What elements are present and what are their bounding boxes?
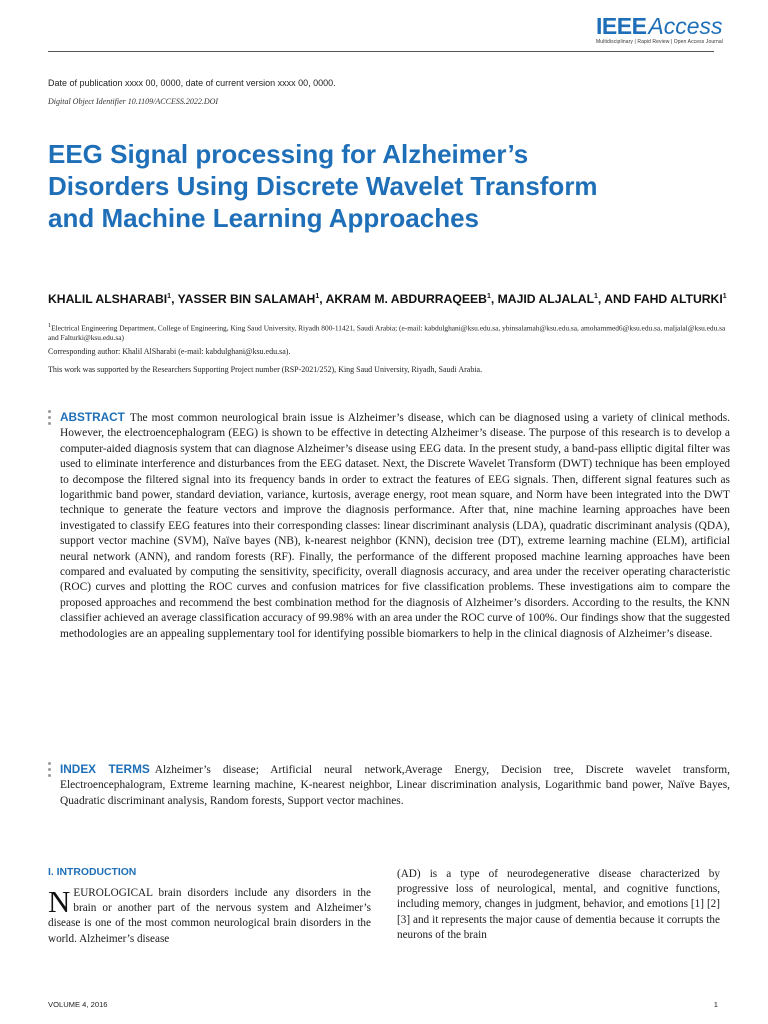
index-terms-heading: INDEX TERMS [60,762,150,776]
author-affiliation-sup: 1 [486,293,491,300]
author-separator: , [490,292,498,307]
author-affiliation-sup: 1 [594,293,598,300]
abstract-text: The most common neurological brain issue is Alzheimer’s disease, which can be diagnosed using a variety of clinical methods. However, the electroencephalogram (EEG) is shown to be effective in detecting Alzheimer’s disease. The purpose of this research is to develop a computer-aided diagnosis system that can diagnose Alzheimer’s disease using EEG data. In the present study, a band-pass elliptic digital filter was used to eliminate interference and disturbances from the EEG dataset. Next, the Discrete Wavelet Transform (DWT) technique has been employed to decompose the filtered signal into its frequency bands in order to extract the features of EEG signals. Then, different signal features such as logarithmic band power, standard deviation, variance, kurtosis, average energy, root mean square, and Norm have been integrated into the DWT technique to generate the feature vectors and improve the diagnosis performance. After that, nine machine learning approaches have been investigated to classify EEG features into their corresponding classes: linear discriminant analysis (LDA), quadratic discriminant analysis (QDA), support vector machine (SVM), Naïve bayes (NB), k-nearest neighbor (KNN), decision tree (DT), extreme learning machine (ELM), artificial neural network (ANN), and random forests (RF). Finally, the performance of the different proposed machine learning approaches have been compared and evaluated by computing the sensitivity, specificity, overall diagnosis accuracy, and area under the receiver operating characteristic (ROC) curves and plotting the ROC curves and confusion matrices for five classification problems. These investigations aim to compare the proposed approaches and recommend the best combination method for the diagnosis of Alzheimer’s disorders. According to the results, the KNN classifier achieved an average classification accuracy of 99.98% with an area under the ROC curve of 100%. Our findings show that the suggested methodologies are an appealing supplementary tool for identifying possible biomarkers to help in the clinical diagnosis of Alzheimer’s disease. [60,412,730,640]
dropcap-letter: N [48,884,71,919]
logo-access: Access [648,13,723,39]
intro-paragraph-left [48,886,371,947]
author-affiliation-sup: 1 [722,293,727,300]
abstract [60,410,730,642]
author-separator: , [171,292,178,307]
intro-column-left [48,867,371,947]
author-name: YASSER BIN SALAMAH [177,292,316,307]
paper-title: EEG Signal processing for Alzheimer’s Disorders Using Discrete Wavelet Transform and Machine Learning Approaches [48,139,598,233]
author-affiliation-sup: 1 [315,293,320,300]
author-affiliation-sup: 1 [167,293,172,300]
author-list [48,289,728,307]
logo-ieee: IEEE [596,13,647,39]
abstract-heading: ABSTRACT [60,410,125,424]
author-separator: , AND [597,292,635,307]
logo-tagline: Multidisciplinary | Rapid Review | Open Access Journal [596,39,723,45]
footer-volume: VOLUME 4, 2016 [48,1000,108,1009]
author-name: FAHD ALTURKI [634,292,723,307]
author-name: MAJID ALJALAL [497,292,595,307]
affiliation-text: Electrical Engineering Department, College of Engineering, King Saud University, Riyadh 800-11421, Saudi Arabia; (e-mail: kabdulghani@ksu.edu.sa, ybinsalamah@ksu.edu.sa, amohammed6@ksu.edu.sa, maljalal@ksu.edu.sa and Falturki@ksu.edu.sa) [48,323,726,343]
publication-date: Date of publication xxxx 00, 0000, date of current version xxxx 00, 0000. [48,78,336,88]
author-separator: , [319,292,326,307]
affiliation-sup: 1 [48,323,52,329]
affiliation [48,321,728,343]
header-divider [48,51,714,52]
ieee-access-logo [596,13,723,45]
author-name: KHALIL ALSHARABI [48,292,168,307]
funding-note: This work was supported by the Researchers Supporting Project number (RSP-2021/252), King Saud University, Riyadh, Saudi Arabia. [48,365,483,374]
index-terms-marker-icon [48,762,52,780]
doi-line: Digital Object Identifier 10.1109/ACCESS.2022.DOI [48,97,219,106]
author-name: AKRAM M. ABDURRAQEEB [325,292,487,307]
corresponding-author: Corresponding author: Khalil AlSharabi (e-mail: kabdulghani@ksu.edu.sa). [48,347,291,356]
index-terms-text: Alzheimer’s disease; Artificial neural network,Average Energy, Decision tree, Discrete wavelet transform, Electroencephalogram, Extreme learning machine, K-nearest neighbor, Linear discrimination analysis, Logarithmic band power, Naïve Bayes, Quadratic discriminant analysis, Random forests, Support vector machines. [60,764,730,807]
intro-text-left: EUROLOGICAL brain disorders include any disorders in the brain or another part of the nervous system and Alzheimer’s disease is one of the most common neurological brain disorders in the world. Alzheimer’s disease [48,887,371,945]
intro-column-right: (AD) is a type of neurodegenerative disease characterized by progressive loss of neurological, mental, and cognitive functions, including memory, changes in judgment, behavior, and emotions [1] [2] [3] and it represents the major cause of dementia because it corrupts the neurons of the brain [397,868,720,941]
logo-wordmark [596,13,723,39]
page-number: 1 [713,1000,718,1009]
index-terms [60,762,730,809]
intro-heading: I. INTRODUCTION [48,867,137,878]
abstract-marker-icon [48,410,52,428]
